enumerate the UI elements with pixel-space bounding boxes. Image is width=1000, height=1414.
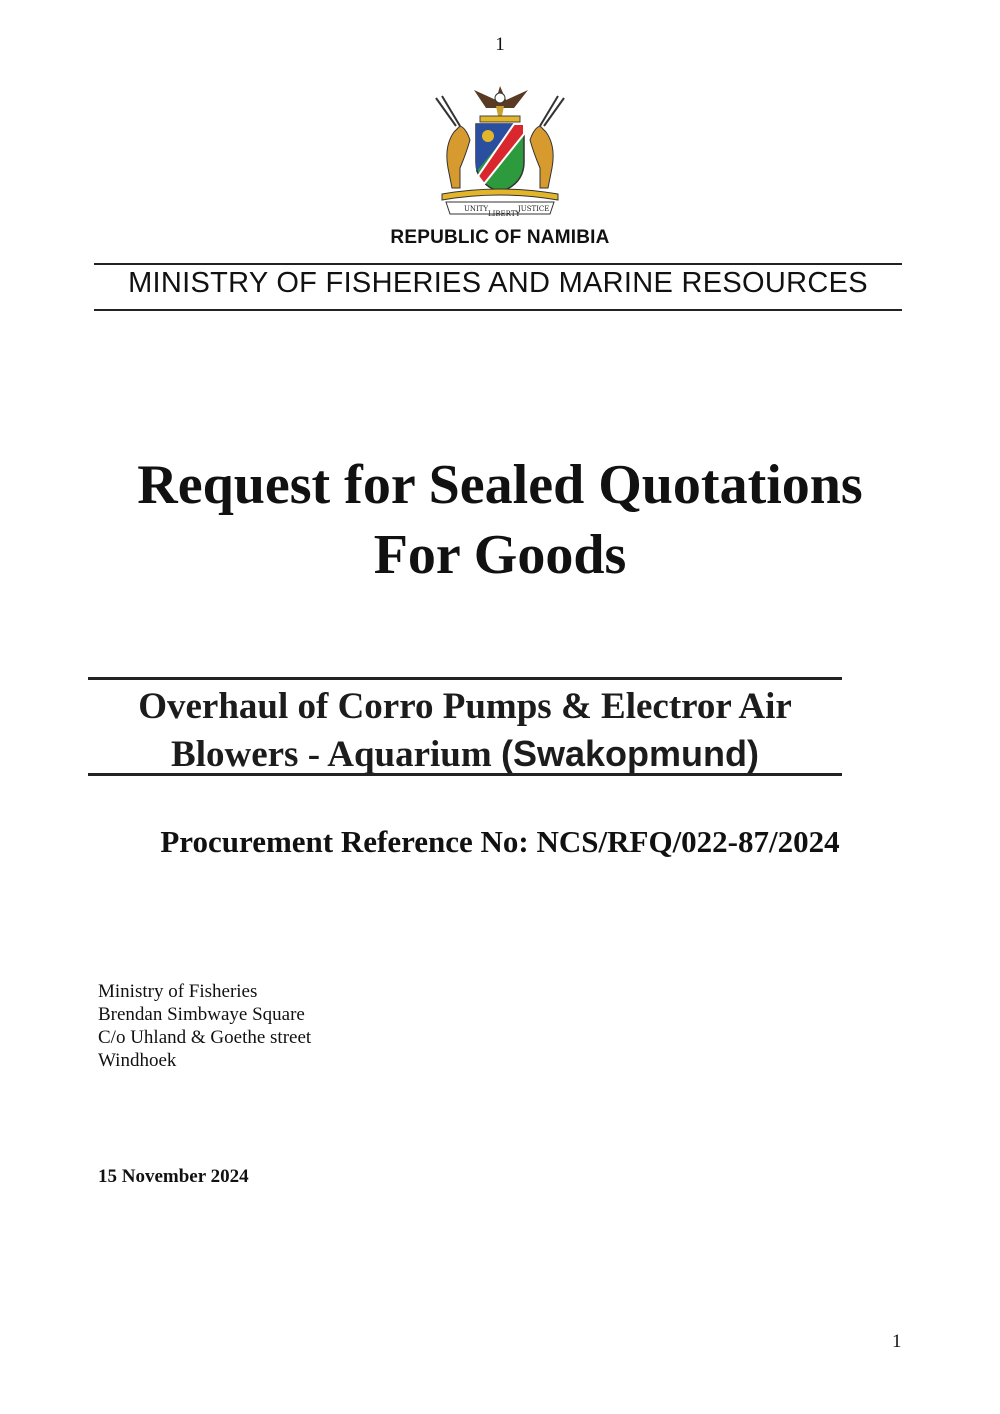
subtitle-line-1: Overhaul of Corro Pumps & Electror Air [138, 686, 792, 727]
subtitle-divider-top [88, 677, 842, 680]
divider-top [94, 263, 902, 265]
republic-heading: REPUBLIC OF NAMIBIA [390, 227, 610, 248]
subtitle-divider-bottom [88, 773, 842, 776]
page-number-bottom: 1 [892, 1331, 902, 1352]
subtitle-line-2a: Blowers - Aquarium [171, 734, 501, 775]
address-block [98, 980, 311, 1072]
address-line: Ministry of Fisheries [98, 981, 258, 1002]
document-date: 15 November 2024 [98, 1166, 249, 1187]
subtitle-location: (Swakopmund) [500, 733, 759, 774]
namibia-coat-of-arms-icon [426, 76, 574, 218]
page-number-top: 1 [495, 34, 505, 55]
procurement-reference: Procurement Reference No: NCS/RFQ/022-87/2024 [160, 824, 840, 859]
motto-liberty: LIBERTY [488, 210, 521, 218]
address-line: C/o Uhland & Goethe street [98, 1027, 312, 1048]
document-subtitle [88, 683, 842, 778]
address-line: Windhoek [98, 1050, 177, 1071]
subtitle-line-2 [88, 730, 842, 778]
title-line-1: Request for Sealed Quotations [137, 454, 863, 516]
document-title [0, 450, 1000, 590]
motto-justice: JUSTICE [518, 205, 550, 213]
divider-bottom [94, 309, 902, 311]
ministry-heading: MINISTRY OF FISHERIES AND MARINE RESOURCES [128, 267, 868, 299]
address-line: Brendan Simbwaye Square [98, 1004, 305, 1025]
title-line-2: For Goods [373, 524, 627, 586]
motto-unity: UNITY [464, 205, 489, 213]
